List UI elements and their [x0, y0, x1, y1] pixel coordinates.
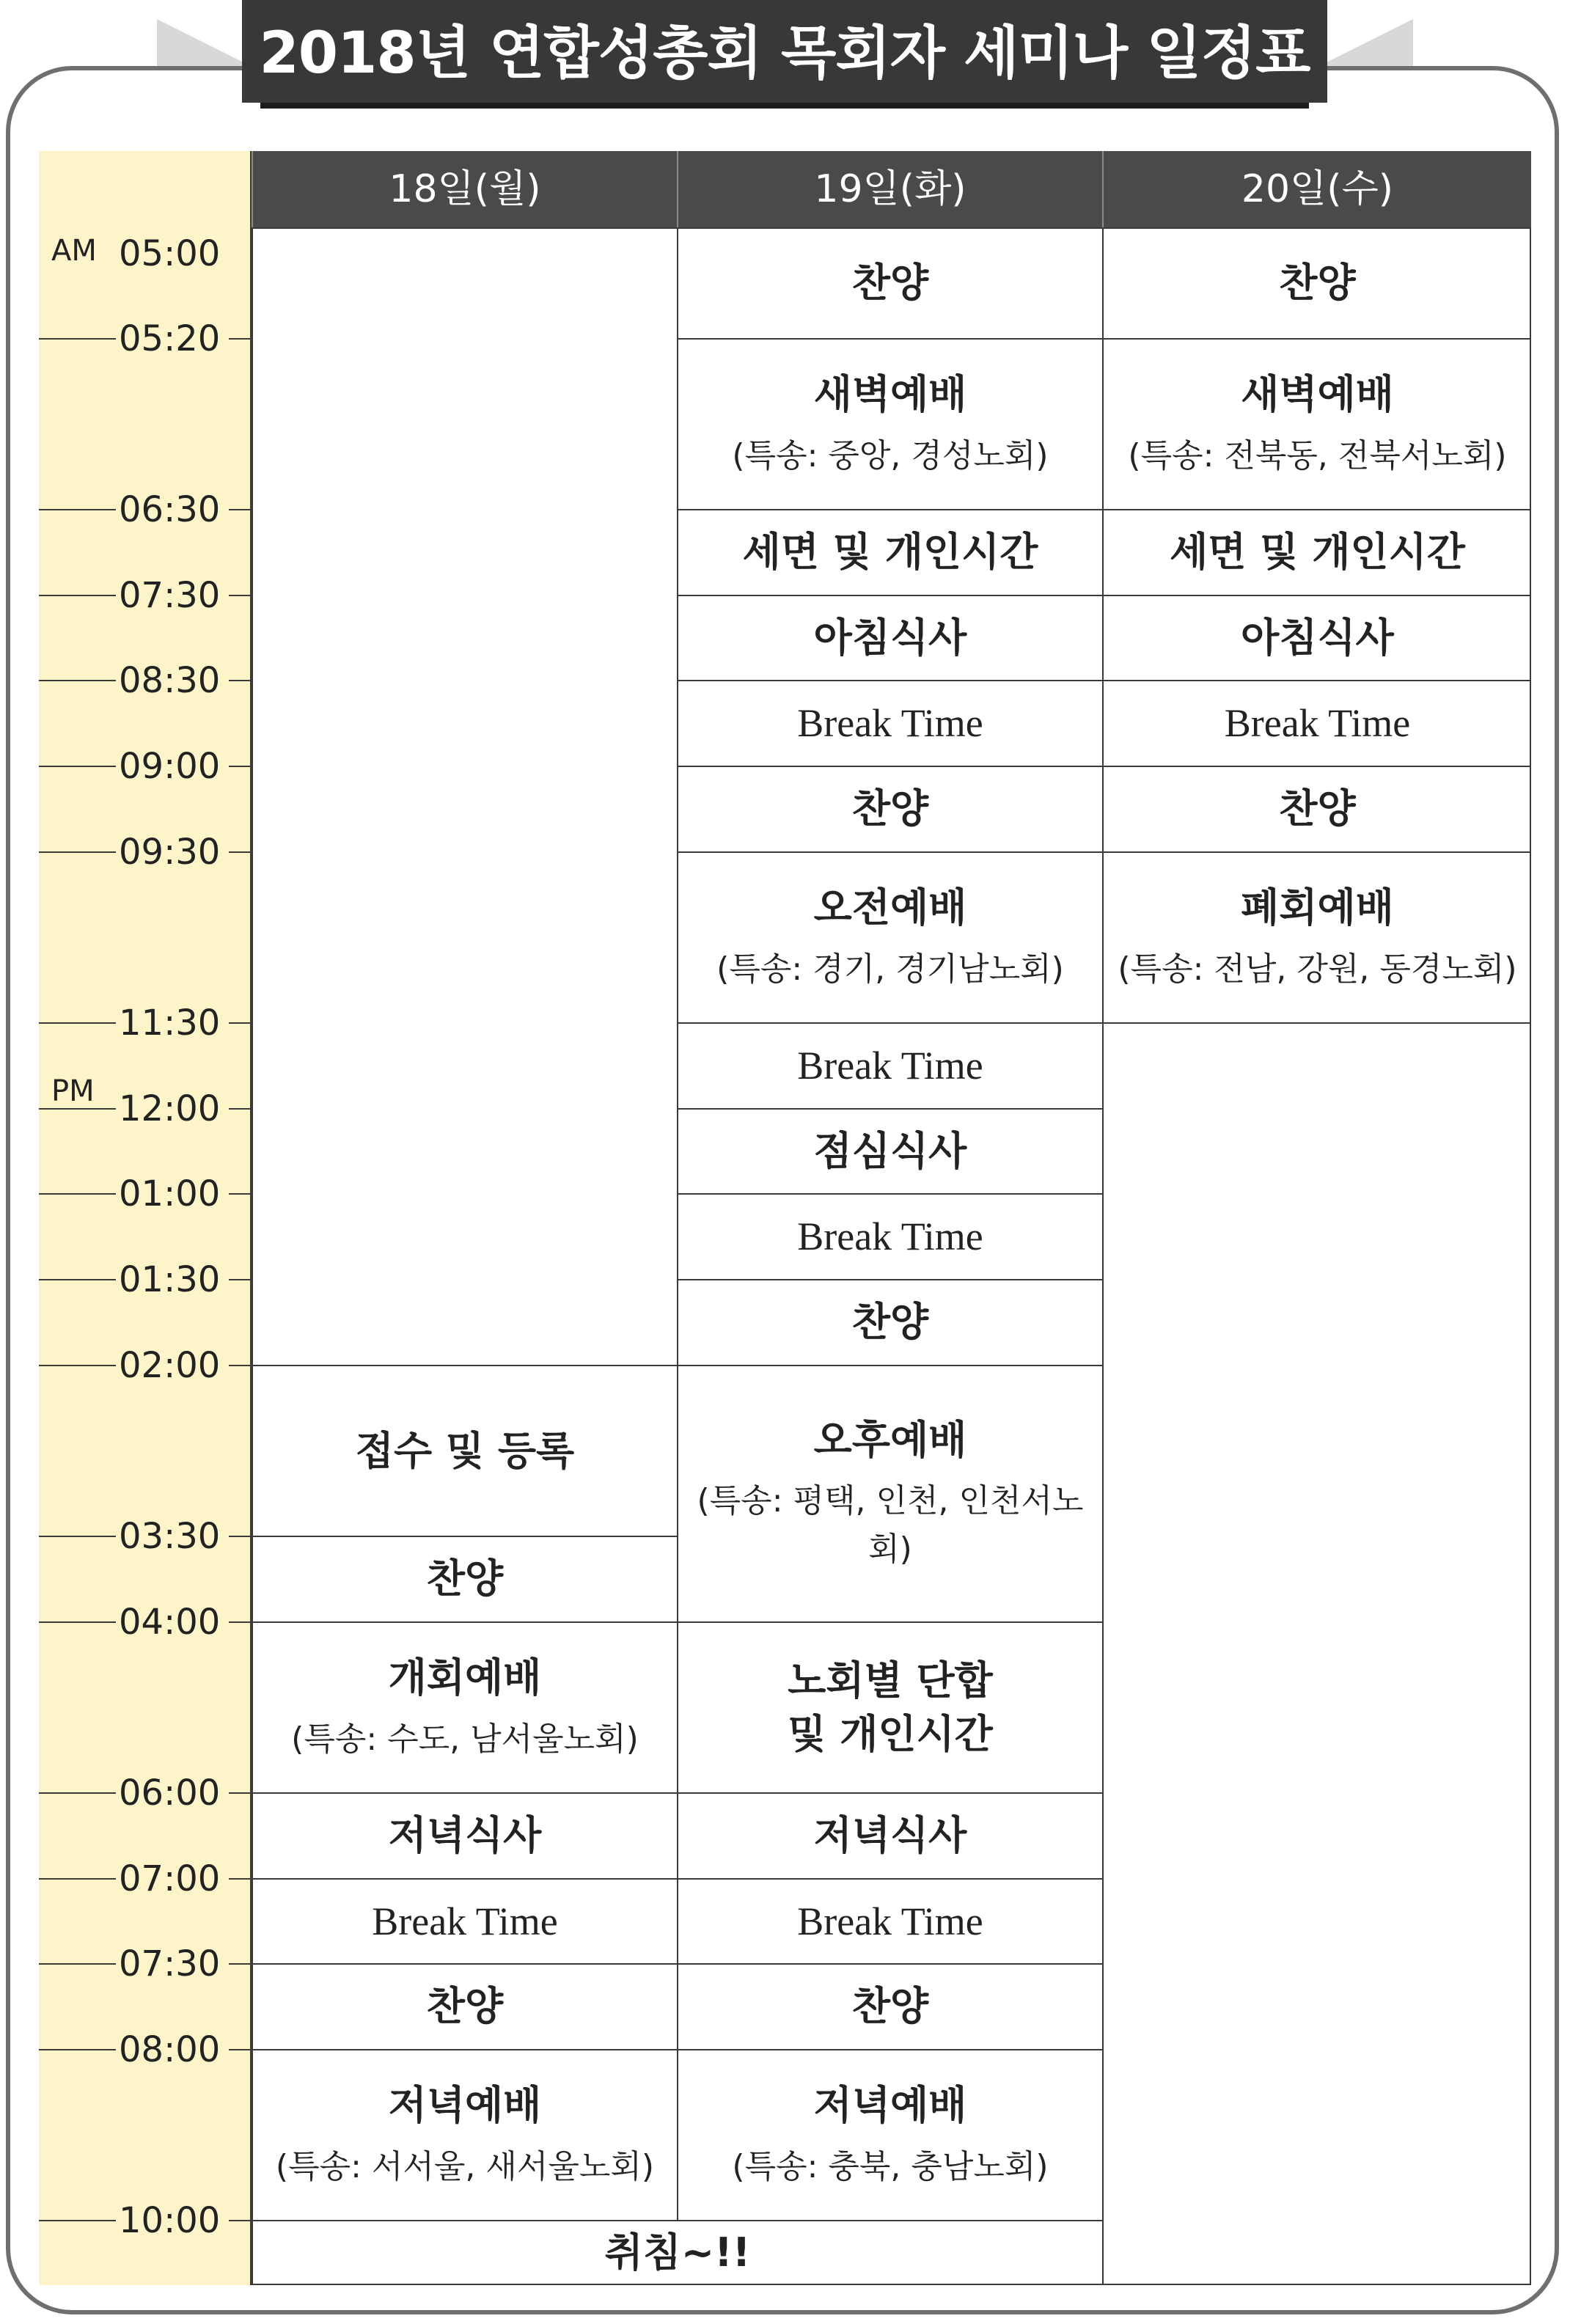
- event-title: Break Time: [797, 1044, 983, 1088]
- time-0730-pm: 07:30: [116, 1943, 229, 1984]
- event-special: (특송: 전남, 강원, 동경노회): [1118, 950, 1517, 988]
- time-0700: 07:00: [116, 1858, 229, 1899]
- event-dawn-worship: [1102, 338, 1531, 509]
- event-title: 개회예배: [388, 1654, 542, 1701]
- event-praise: [677, 227, 1102, 338]
- event-closing-worship: [1102, 851, 1531, 1022]
- event-title: 접수 및 등록: [355, 1428, 575, 1474]
- time-0200: 02:00: [116, 1345, 229, 1386]
- time-0830: 08:30: [116, 660, 229, 701]
- empty-cell: [1102, 1022, 1531, 2285]
- event-title: 찬양: [426, 1983, 504, 2030]
- event-title: 찬양: [426, 1555, 504, 1602]
- event-dinner: [252, 1792, 677, 1878]
- event-praise: [252, 1963, 677, 2049]
- event-title: 취침~!!: [604, 2229, 751, 2276]
- event-title: 찬양: [1279, 785, 1356, 832]
- event-title: 찬양: [851, 1299, 929, 1346]
- event-title: 세면 및 개인시간: [742, 529, 1038, 576]
- event-break: [1102, 680, 1531, 766]
- time-0130: 01:30: [116, 1259, 229, 1300]
- event-title: 저녁예배: [388, 2082, 542, 2129]
- event-title: 찬양: [851, 1983, 929, 2030]
- am-label: AM: [51, 234, 97, 268]
- event-title: 찬양: [1279, 260, 1356, 307]
- event-title: 노회별 단합: [788, 1657, 993, 1704]
- event-breakfast: [1102, 595, 1531, 680]
- empty-cell: [252, 227, 677, 1365]
- event-title: Break Time: [1224, 701, 1411, 746]
- event-title-line2: 및 개인시간: [788, 1710, 993, 1757]
- event-special: (특송: 서서울, 새서울노회): [275, 2147, 655, 2185]
- event-praise: [677, 766, 1102, 851]
- event-title: Break Time: [797, 1899, 983, 1943]
- time-0600: 06:00: [116, 1773, 229, 1814]
- time-0100: 01:00: [116, 1173, 229, 1214]
- time-0500: 05:00: [116, 233, 229, 274]
- event-presbytery-time: [677, 1621, 1102, 1792]
- event-breakfast: [677, 595, 1102, 680]
- event-title: 아침식사: [1241, 614, 1394, 661]
- time-0930: 09:30: [116, 832, 229, 873]
- event-title: Break Time: [372, 1899, 558, 1943]
- event-title: 아침식사: [813, 614, 967, 661]
- event-praise: [252, 1536, 677, 1621]
- page-title: 2018년 연합성총회 목회자 세미나 일정표: [259, 21, 1310, 87]
- event-title: 점심식사: [813, 1127, 967, 1174]
- event-praise: [1102, 227, 1531, 338]
- event-title: Break Time: [797, 701, 983, 746]
- event-title: 찬양: [851, 785, 929, 832]
- event-registration: [252, 1365, 677, 1536]
- event-break: [677, 1022, 1102, 1108]
- event-praise: [677, 1963, 1102, 2049]
- day-header-tue: 19일(화): [677, 151, 1102, 227]
- event-sleep: [252, 2220, 1102, 2285]
- time-1200: 12:00: [116, 1088, 229, 1129]
- event-special: (특송: 수도, 남서울노회): [291, 1720, 639, 1758]
- event-dawn-worship: [677, 338, 1102, 509]
- event-personal-time: [677, 509, 1102, 595]
- event-title: 세면 및 개인시간: [1170, 529, 1465, 576]
- event-opening-worship: [252, 1621, 677, 1792]
- event-praise: [677, 1279, 1102, 1365]
- time-1130: 11:30: [116, 1002, 229, 1044]
- event-special: (특송: 전북동, 전북서노회): [1128, 436, 1507, 474]
- event-title: 폐회예배: [1241, 884, 1394, 931]
- time-0400: 04:00: [116, 1602, 229, 1643]
- event-title: 저녁식사: [388, 1812, 542, 1859]
- event-evening-worship: [252, 2049, 677, 2220]
- event-title: 오후예배: [813, 1416, 967, 1463]
- day-header-wed: 20일(수): [1102, 151, 1531, 227]
- time-0800: 08:00: [116, 2029, 229, 2070]
- event-break: [252, 1878, 677, 1963]
- event-evening-worship: [677, 2049, 1102, 2220]
- event-special: (특송: 충북, 충남노회): [732, 2147, 1049, 2185]
- time-0330: 03:30: [116, 1516, 229, 1557]
- time-0630: 06:30: [116, 489, 229, 530]
- event-title: 저녁식사: [813, 1812, 967, 1859]
- event-title: 저녁예배: [813, 2082, 967, 2129]
- event-title: 오전예배: [813, 884, 967, 931]
- event-personal-time: [1102, 509, 1531, 595]
- event-special: (특송: 경기, 경기남노회): [716, 950, 1064, 988]
- event-dinner: [677, 1792, 1102, 1878]
- time-0520: 05:20: [116, 318, 229, 359]
- pm-label: PM: [51, 1074, 95, 1108]
- event-special: (특송: 평택, 인천, 인천서노회): [697, 1482, 1084, 1569]
- event-break: [677, 1878, 1102, 1963]
- time-0900: 09:00: [116, 746, 229, 787]
- time-1000: 10:00: [116, 2200, 229, 2241]
- time-0730: 07:30: [116, 575, 229, 616]
- event-afternoon-worship: [677, 1365, 1102, 1621]
- day-header-mon: 18일(월): [252, 151, 677, 227]
- event-special: (특송: 중앙, 경성노회): [732, 436, 1049, 474]
- event-break: [677, 1193, 1102, 1279]
- event-break: [677, 680, 1102, 766]
- event-title: 찬양: [851, 260, 929, 307]
- event-morning-worship: [677, 851, 1102, 1022]
- event-lunch: [677, 1108, 1102, 1193]
- event-title: Break Time: [797, 1214, 983, 1259]
- event-title: 새벽예배: [813, 371, 967, 418]
- event-title: 새벽예배: [1241, 371, 1394, 418]
- event-praise: [1102, 766, 1531, 851]
